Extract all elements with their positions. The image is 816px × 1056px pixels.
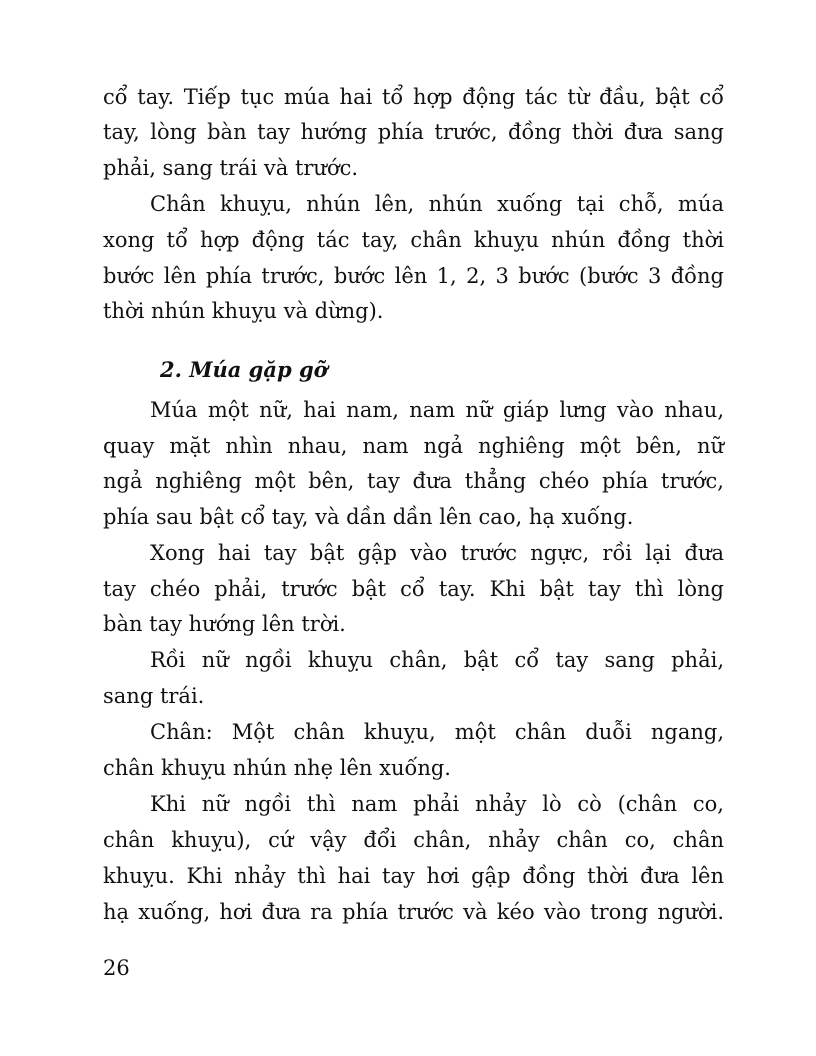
text-line: phải, sang trái và trước. bbox=[103, 156, 359, 180]
text-line: Chân khuỵu, nhún lên, nhún xuống tại chỗ, múa bbox=[150, 192, 724, 216]
text-line: phía sau bật cổ tay, và dần dần lên cao, hạ xuống. bbox=[103, 505, 634, 529]
text-line: Chân: Một chân khuỵu, một chân duỗi ngang, bbox=[150, 720, 724, 744]
page-number: 26 bbox=[103, 956, 130, 980]
text-line: hạ xuống, hơi đưa ra phía trước và kéo vào trong người. bbox=[103, 900, 724, 924]
text-line: xong tổ hợp động tác tay, chân khuỵu nhún đồng thời bbox=[103, 228, 724, 252]
text-line: Rồi nữ ngồi khuỵu chân, bật cổ tay sang phải, bbox=[150, 648, 724, 672]
section-heading: 2. Múa gặp gỡ bbox=[160, 357, 328, 382]
text-line: chân khuỵu), cứ vậy đổi chân, nhảy chân co, chân bbox=[103, 828, 724, 852]
text-line: bàn tay hướng lên trời. bbox=[103, 612, 346, 636]
text-line: sang trái. bbox=[103, 684, 205, 708]
text-line: cổ tay. Tiếp tục múa hai tổ hợp động tác từ đầu, bật cổ bbox=[103, 85, 724, 109]
text-line: chân khuỵu nhún nhẹ lên xuống. bbox=[103, 756, 451, 780]
text-line: quay mặt nhìn nhau, nam ngả nghiêng một bên, nữ bbox=[103, 434, 724, 458]
text-line: Khi nữ ngồi thì nam phải nhảy lò cò (chân co, bbox=[150, 792, 724, 816]
text-line: thời nhún khuỵu và dừng). bbox=[103, 299, 384, 323]
text-line: tay chéo phải, trước bật cổ tay. Khi bật tay thì lòng bbox=[103, 577, 724, 601]
text-line: bước lên phía trước, bước lên 1, 2, 3 bước (bước 3 đồng bbox=[103, 264, 724, 288]
text-line: khuỵu. Khi nhảy thì hai tay hơi gập đồng thời đưa lên bbox=[103, 864, 724, 888]
text-line: ngả nghiêng một bên, tay đưa thẳng chéo phía trước, bbox=[103, 469, 724, 493]
text-line: tay, lòng bàn tay hướng phía trước, đồng thời đưa sang bbox=[103, 120, 724, 144]
text-line: Múa một nữ, hai nam, nam nữ giáp lưng vào nhau, bbox=[150, 398, 724, 422]
text-line: Xong hai tay bật gập vào trước ngực, rồi lại đưa bbox=[150, 541, 724, 565]
